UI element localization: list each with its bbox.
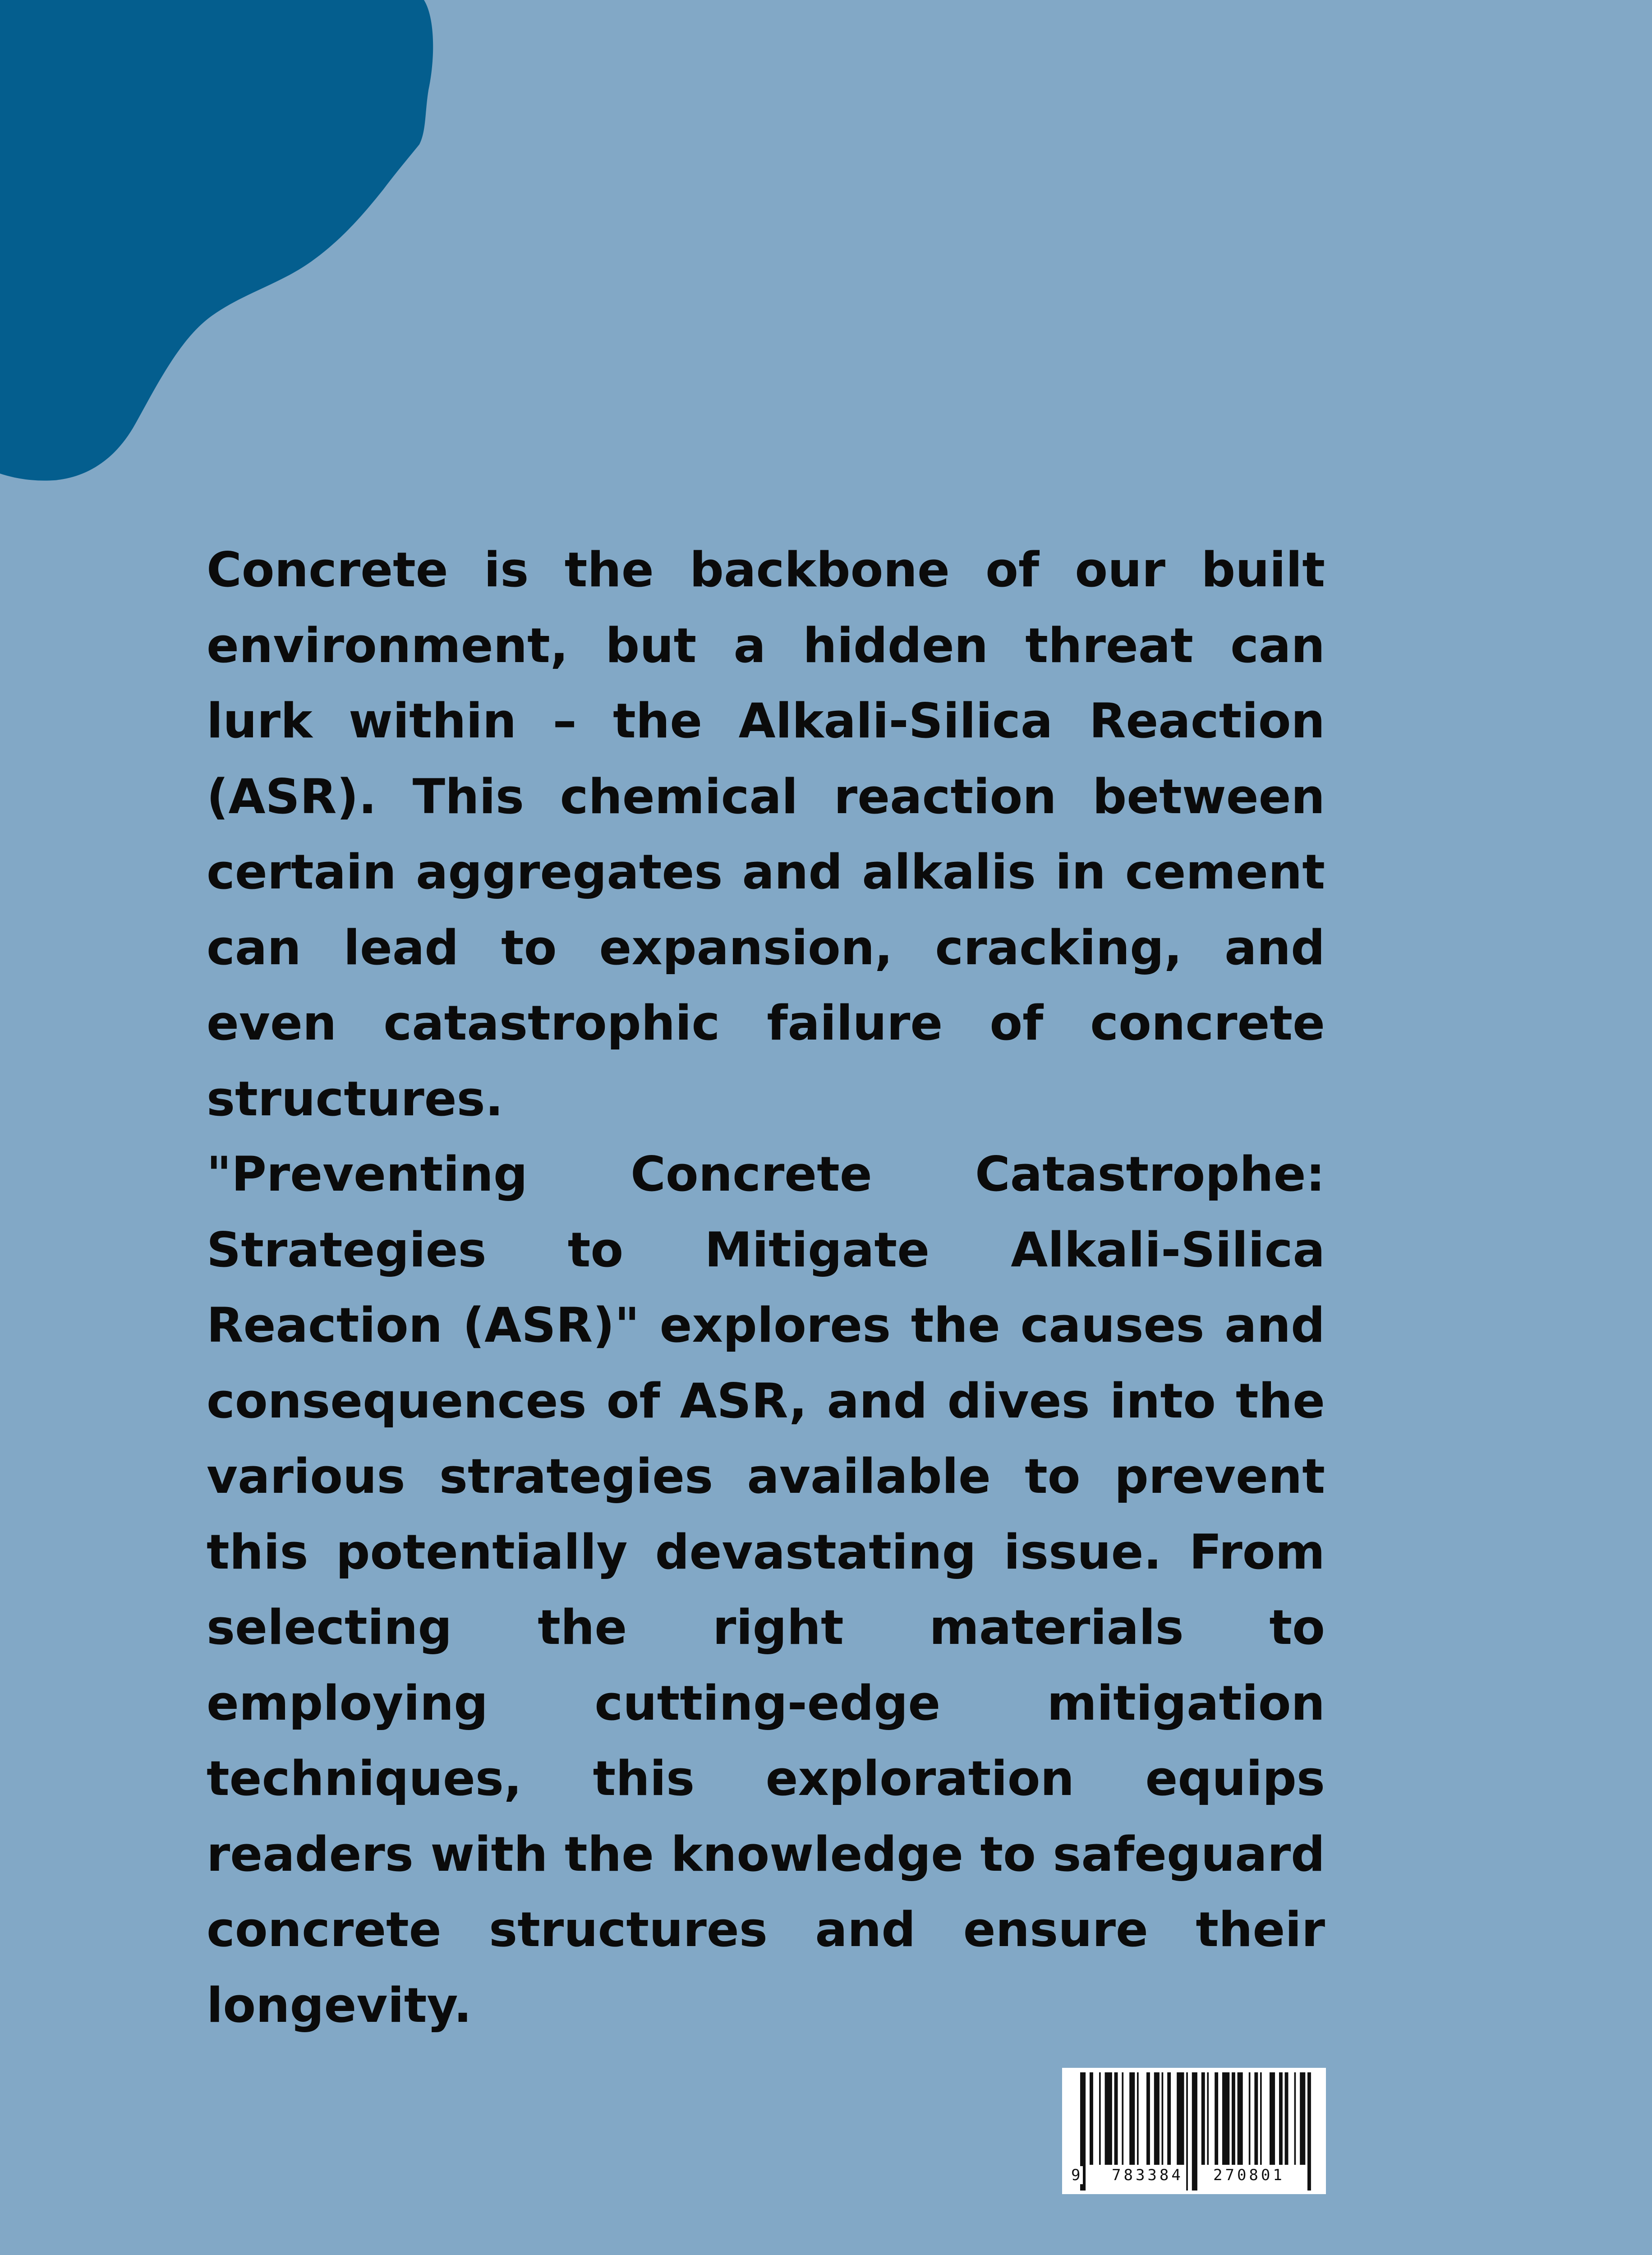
barcode-bar xyxy=(1146,2072,1150,2165)
decorative-blob xyxy=(0,0,451,496)
barcode-bar xyxy=(1260,2072,1262,2165)
barcode-bar xyxy=(1114,2072,1118,2165)
barcode-bar xyxy=(1167,2072,1171,2165)
blurb-paragraph-1: Concrete is the backbone of our built environment, but a hidden threat can lurk within – the Alkali-Silica Reaction (ASR). This chemical reaction between certain aggregates and alkalis in cement can lead to expansion, cracking, and even catastrophic failure of concrete structures. xyxy=(207,542,1325,1127)
barcode-bar xyxy=(1238,2072,1243,2165)
barcode-bar xyxy=(1154,2072,1160,2165)
barcode-lead-digit: 9 xyxy=(1071,2166,1083,2184)
barcode-bar xyxy=(1090,2072,1093,2165)
barcode-bar xyxy=(1162,2072,1164,2165)
barcode-bar xyxy=(1105,2072,1112,2165)
barcode-bar xyxy=(1215,2072,1218,2165)
barcode-bar xyxy=(1300,2072,1305,2165)
barcode-bar xyxy=(1307,2072,1311,2191)
back-cover-blurb xyxy=(207,532,1325,2043)
blurb-paragraph-2: "Preventing Concrete Catastrophe: Strategies to Mitigate Alkali-Silica Reaction (ASR)" explores the causes and consequences of ASR, and dives into the various strategies available to prevent this potentially devastating issue. From selecting the right materials to employing cutting-edge mitigation techniques, this exploration equips readers with the knowledge to safeguard concrete structures and ensure their longevity. xyxy=(207,1146,1325,2033)
barcode-bar xyxy=(1270,2072,1275,2165)
barcode-bar xyxy=(1177,2072,1184,2165)
barcode-bar xyxy=(1254,2072,1258,2165)
barcode-bar xyxy=(1279,2072,1283,2165)
isbn-barcode xyxy=(1062,2068,1326,2194)
barcode-bar xyxy=(1249,2072,1251,2165)
barcode-bar xyxy=(1137,2072,1139,2165)
barcode-bar xyxy=(1186,2072,1188,2191)
barcode-right-digits: 270801 xyxy=(1213,2166,1285,2184)
barcode-bar xyxy=(1232,2072,1235,2165)
barcode-left-digits: 783384 xyxy=(1112,2166,1183,2184)
blob-shape xyxy=(0,0,433,481)
barcode-bar xyxy=(1192,2072,1197,2191)
barcode-bar xyxy=(1222,2072,1229,2165)
barcode-bar xyxy=(1129,2072,1135,2165)
barcode-bar xyxy=(1285,2072,1288,2165)
barcode-bar xyxy=(1207,2072,1209,2165)
barcode-bar xyxy=(1201,2072,1205,2165)
barcode-bar xyxy=(1099,2072,1101,2165)
barcode-bar xyxy=(1122,2072,1123,2165)
barcode-bar xyxy=(1294,2072,1296,2165)
barcode-bars xyxy=(1062,2068,1326,2194)
